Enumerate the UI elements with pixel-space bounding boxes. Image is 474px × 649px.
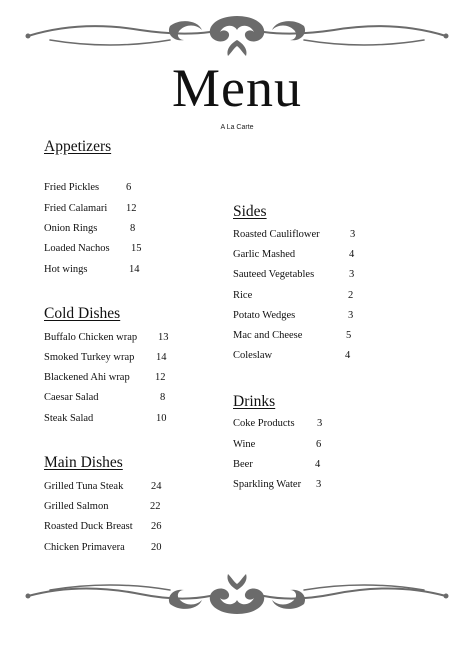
item-price: 8 [130,223,136,234]
item-price: 15 [131,243,142,254]
drinks-heading: Drinks [233,393,276,410]
menu-title: Menu [172,58,302,118]
item-price: 22 [150,501,161,512]
item-name: Sparkling Water [233,479,302,490]
item-name: Blackened Ahi wrap [44,372,130,383]
item-name: Smoked Turkey wrap [44,352,135,363]
item-name: Roasted Duck Breast [44,521,133,532]
sides-heading: Sides [233,203,267,220]
item-name: Garlic Mashed [233,249,296,260]
item-name: Loaded Nachos [44,243,110,254]
item-name: Coleslaw [233,350,273,361]
item-price: 4 [349,249,355,260]
item-price: 14 [129,264,140,275]
cold-dishes-heading: Cold Dishes [44,305,121,322]
item-price: 3 [349,269,355,280]
item-name: Hot wings [44,264,88,275]
item-name: Mac and Cheese [233,330,303,341]
top-scroll-ornament-icon [20,10,454,60]
item-name: Onion Rings [44,223,98,234]
item-price: 12 [126,203,137,214]
item-name: Steak Salad [44,413,94,424]
item-name: Roasted Cauliflower [233,229,320,240]
item-price: 14 [156,352,167,363]
item-name: Beer [233,459,253,470]
item-price: 4 [345,350,351,361]
item-name: Fried Pickles [44,182,100,193]
item-price: 8 [160,392,166,403]
item-name: Rice [233,290,253,301]
item-name: Grilled Tuna Steak [44,481,124,492]
appetizers-heading: Appetizers [44,138,112,155]
item-price: 4 [315,459,321,470]
item-price: 20 [151,542,162,553]
item-name: Caesar Salad [44,392,99,403]
item-price: 26 [151,521,162,532]
menu-subtitle: A La Carte [220,124,254,131]
item-name: Sauteed Vegetables [233,269,315,280]
item-price: 3 [317,418,323,429]
item-name: Coke Products [233,418,295,429]
item-price: 6 [316,439,322,450]
item-price: 6 [126,182,132,193]
item-name: Potato Wedges [233,310,296,321]
item-price: 3 [316,479,322,490]
item-name: Wine [233,439,256,450]
item-price: 3 [350,229,356,240]
item-name: Grilled Salmon [44,501,109,512]
item-name: Buffalo Chicken wrap [44,332,138,343]
main-dishes-heading: Main Dishes [44,454,123,471]
item-name: Fried Calamari [44,203,108,214]
item-price: 3 [348,310,354,321]
item-price: 10 [156,413,167,424]
item-price: 13 [158,332,169,343]
item-price: 12 [155,372,166,383]
item-name: Chicken Primavera [44,542,125,553]
item-price: 24 [151,481,162,492]
item-price: 5 [346,330,352,341]
item-price: 2 [348,290,354,301]
bottom-scroll-ornament-icon [20,570,454,620]
